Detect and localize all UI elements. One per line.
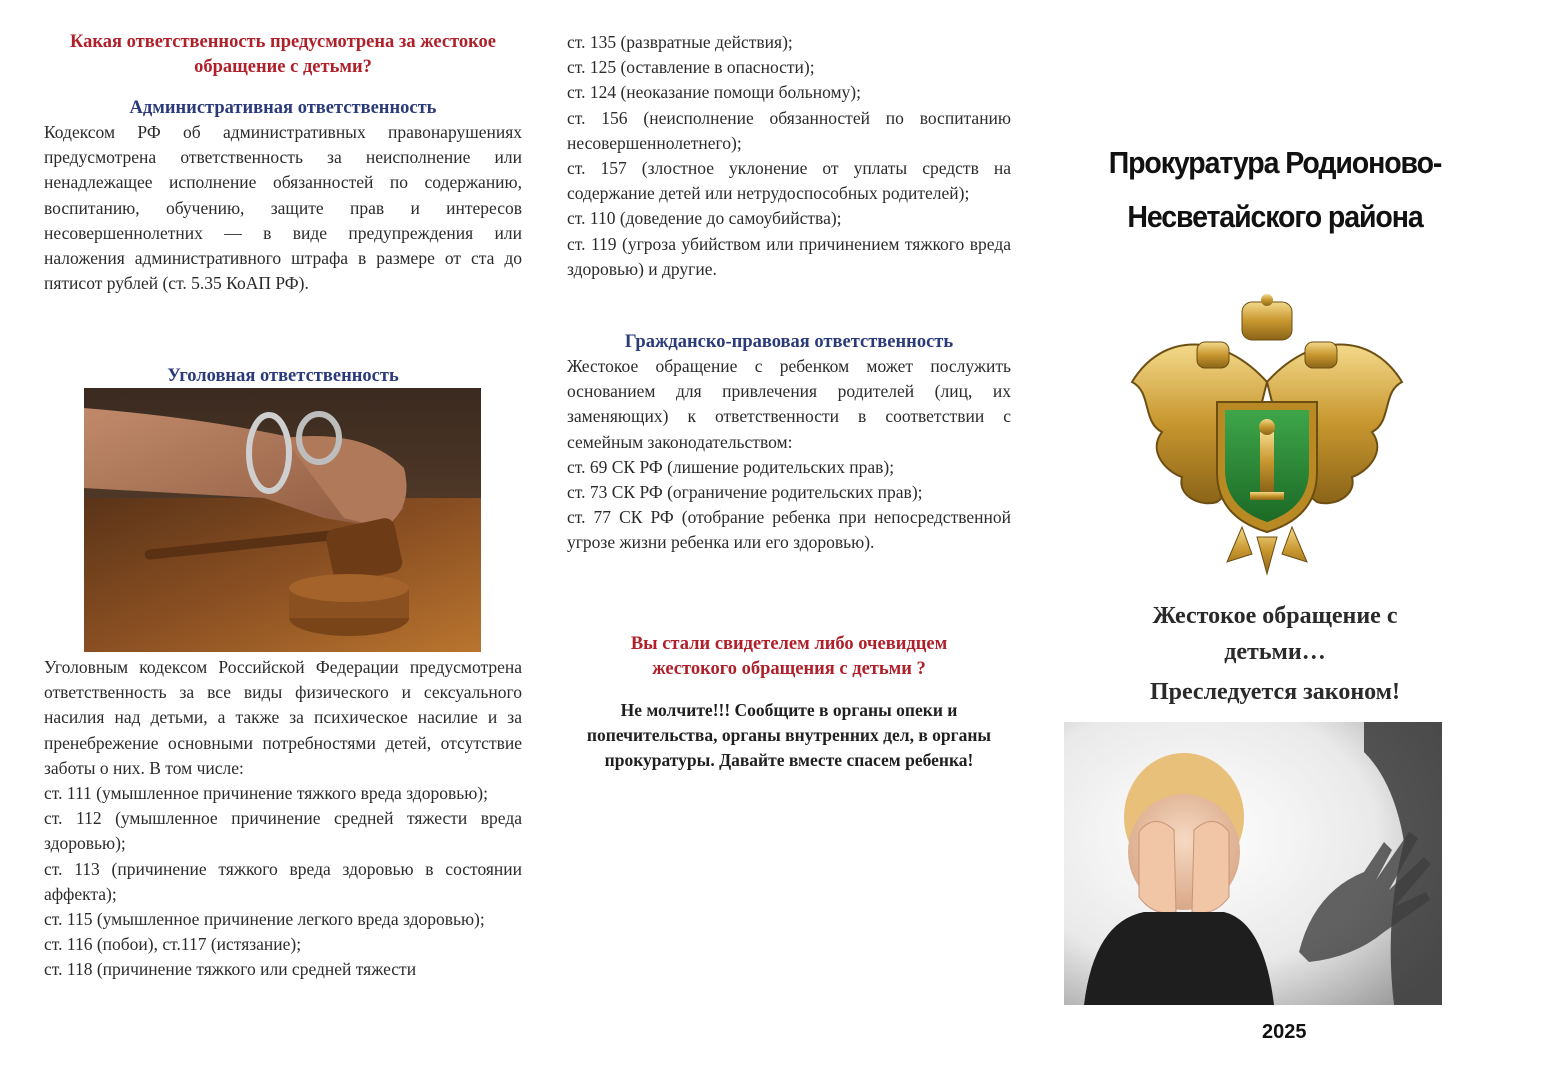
witness-title: Вы стали свидетелем либо очевидцем жестокого обращения с детьми ? <box>630 634 948 679</box>
article-item: ст. 156 (неисполнение обязанностей по воспитанию несовершеннолетнего); <box>567 107 1011 153</box>
civil-heading: Гражданско-правовая ответственность <box>624 332 954 352</box>
call-to-action: Не молчите!!! Сообщите в органы опеки и попечительства, органы внутренних дел, в органы прокуратуры. Давайте вместе спасем ребенка! <box>586 700 992 770</box>
criminal-text: Уголовным кодексом Российской Федерации предусмотрена ответственность за все виды физического и сексуального насилия над детьми, а также за психическое насилие и за пренебрежение основными потребностями детей, отсутствие заботы о них. В том числе: <box>44 657 522 778</box>
article-item: ст. 124 (неоказание помощи больному); <box>567 82 861 103</box>
article-item: ст. 112 (умышленное причинение средней тяжести вреда здоровью); <box>44 808 522 854</box>
year-label: 2025 <box>1262 1021 1307 1043</box>
article-item: ст. 73 СК РФ (ограничение родительских прав); <box>567 482 923 503</box>
admin-heading: Административная ответственность <box>129 98 437 118</box>
civil-text: Жестокое обращение с ребенком может послужить основанием для привлечения родителей (лиц, их заменяющих) к ответственности в соответствии с семейным законодательством: <box>567 356 1011 452</box>
article-item: ст. 119 (угроза убийством или причинением тяжкого вреда здоровью) и другие. <box>567 233 1011 279</box>
criminal-heading: Уголовная ответственность <box>167 366 399 386</box>
article-item: ст. 69 СК РФ (лишение родительских прав); <box>567 456 895 477</box>
gavel-handcuffs-photo <box>84 388 481 652</box>
article-item: ст. 135 (развратные действия); <box>567 32 793 52</box>
article-item: ст. 115 (умышленное причинение легкого вреда здоровью); <box>44 909 485 930</box>
prosecutor-emblem <box>1122 292 1412 577</box>
article-item: ст. 116 (побои), ст.117 (истязание); <box>44 934 302 955</box>
article-item: ст. 111 (умышленное причинение тяжкого вреда здоровью); <box>44 783 488 804</box>
org-name: Прокуратура Родионово-Несветайского района <box>1108 145 1442 234</box>
article-item: ст. 77 СК РФ (отобрание ребенка при непосредственной угрозе жизни ребенка или его здоровью). <box>567 507 1011 553</box>
article-item: ст. 113 (причинение тяжкого вреда здоровью в состоянии аффекта); <box>44 858 522 904</box>
slogan-line1: Жестокое обращение с детьми… <box>1152 603 1398 665</box>
article-item: ст. 157 (злостное уклонение от уплаты средств на содержание детей или нетрудоспособных родителей); <box>567 158 1011 204</box>
admin-text: Кодексом РФ об административных правонарушениях предусмотрена ответственность за неисполнение или ненадлежащее исполнение обязанностей по содержанию, воспитанию, обучению, защите прав и интересов несовершеннолетних — в виде предупреждения или наложения административного штрафа в размере от ста до пятисот рублей (ст. 5.35 КоАП РФ). <box>44 122 522 294</box>
question-title: Какая ответственность предусмотрена за жестокое обращение с детьми? <box>69 32 497 77</box>
slogan-line2: Преследуется законом! <box>1149 679 1401 705</box>
article-item: ст. 110 (доведение до самоубийства); <box>567 208 842 229</box>
child-fear-photo <box>1064 722 1442 1005</box>
article-item: ст. 125 (оставление в опасности); <box>567 57 815 78</box>
article-item: ст. 118 (причинение тяжкого или средней тяжести <box>44 959 417 980</box>
